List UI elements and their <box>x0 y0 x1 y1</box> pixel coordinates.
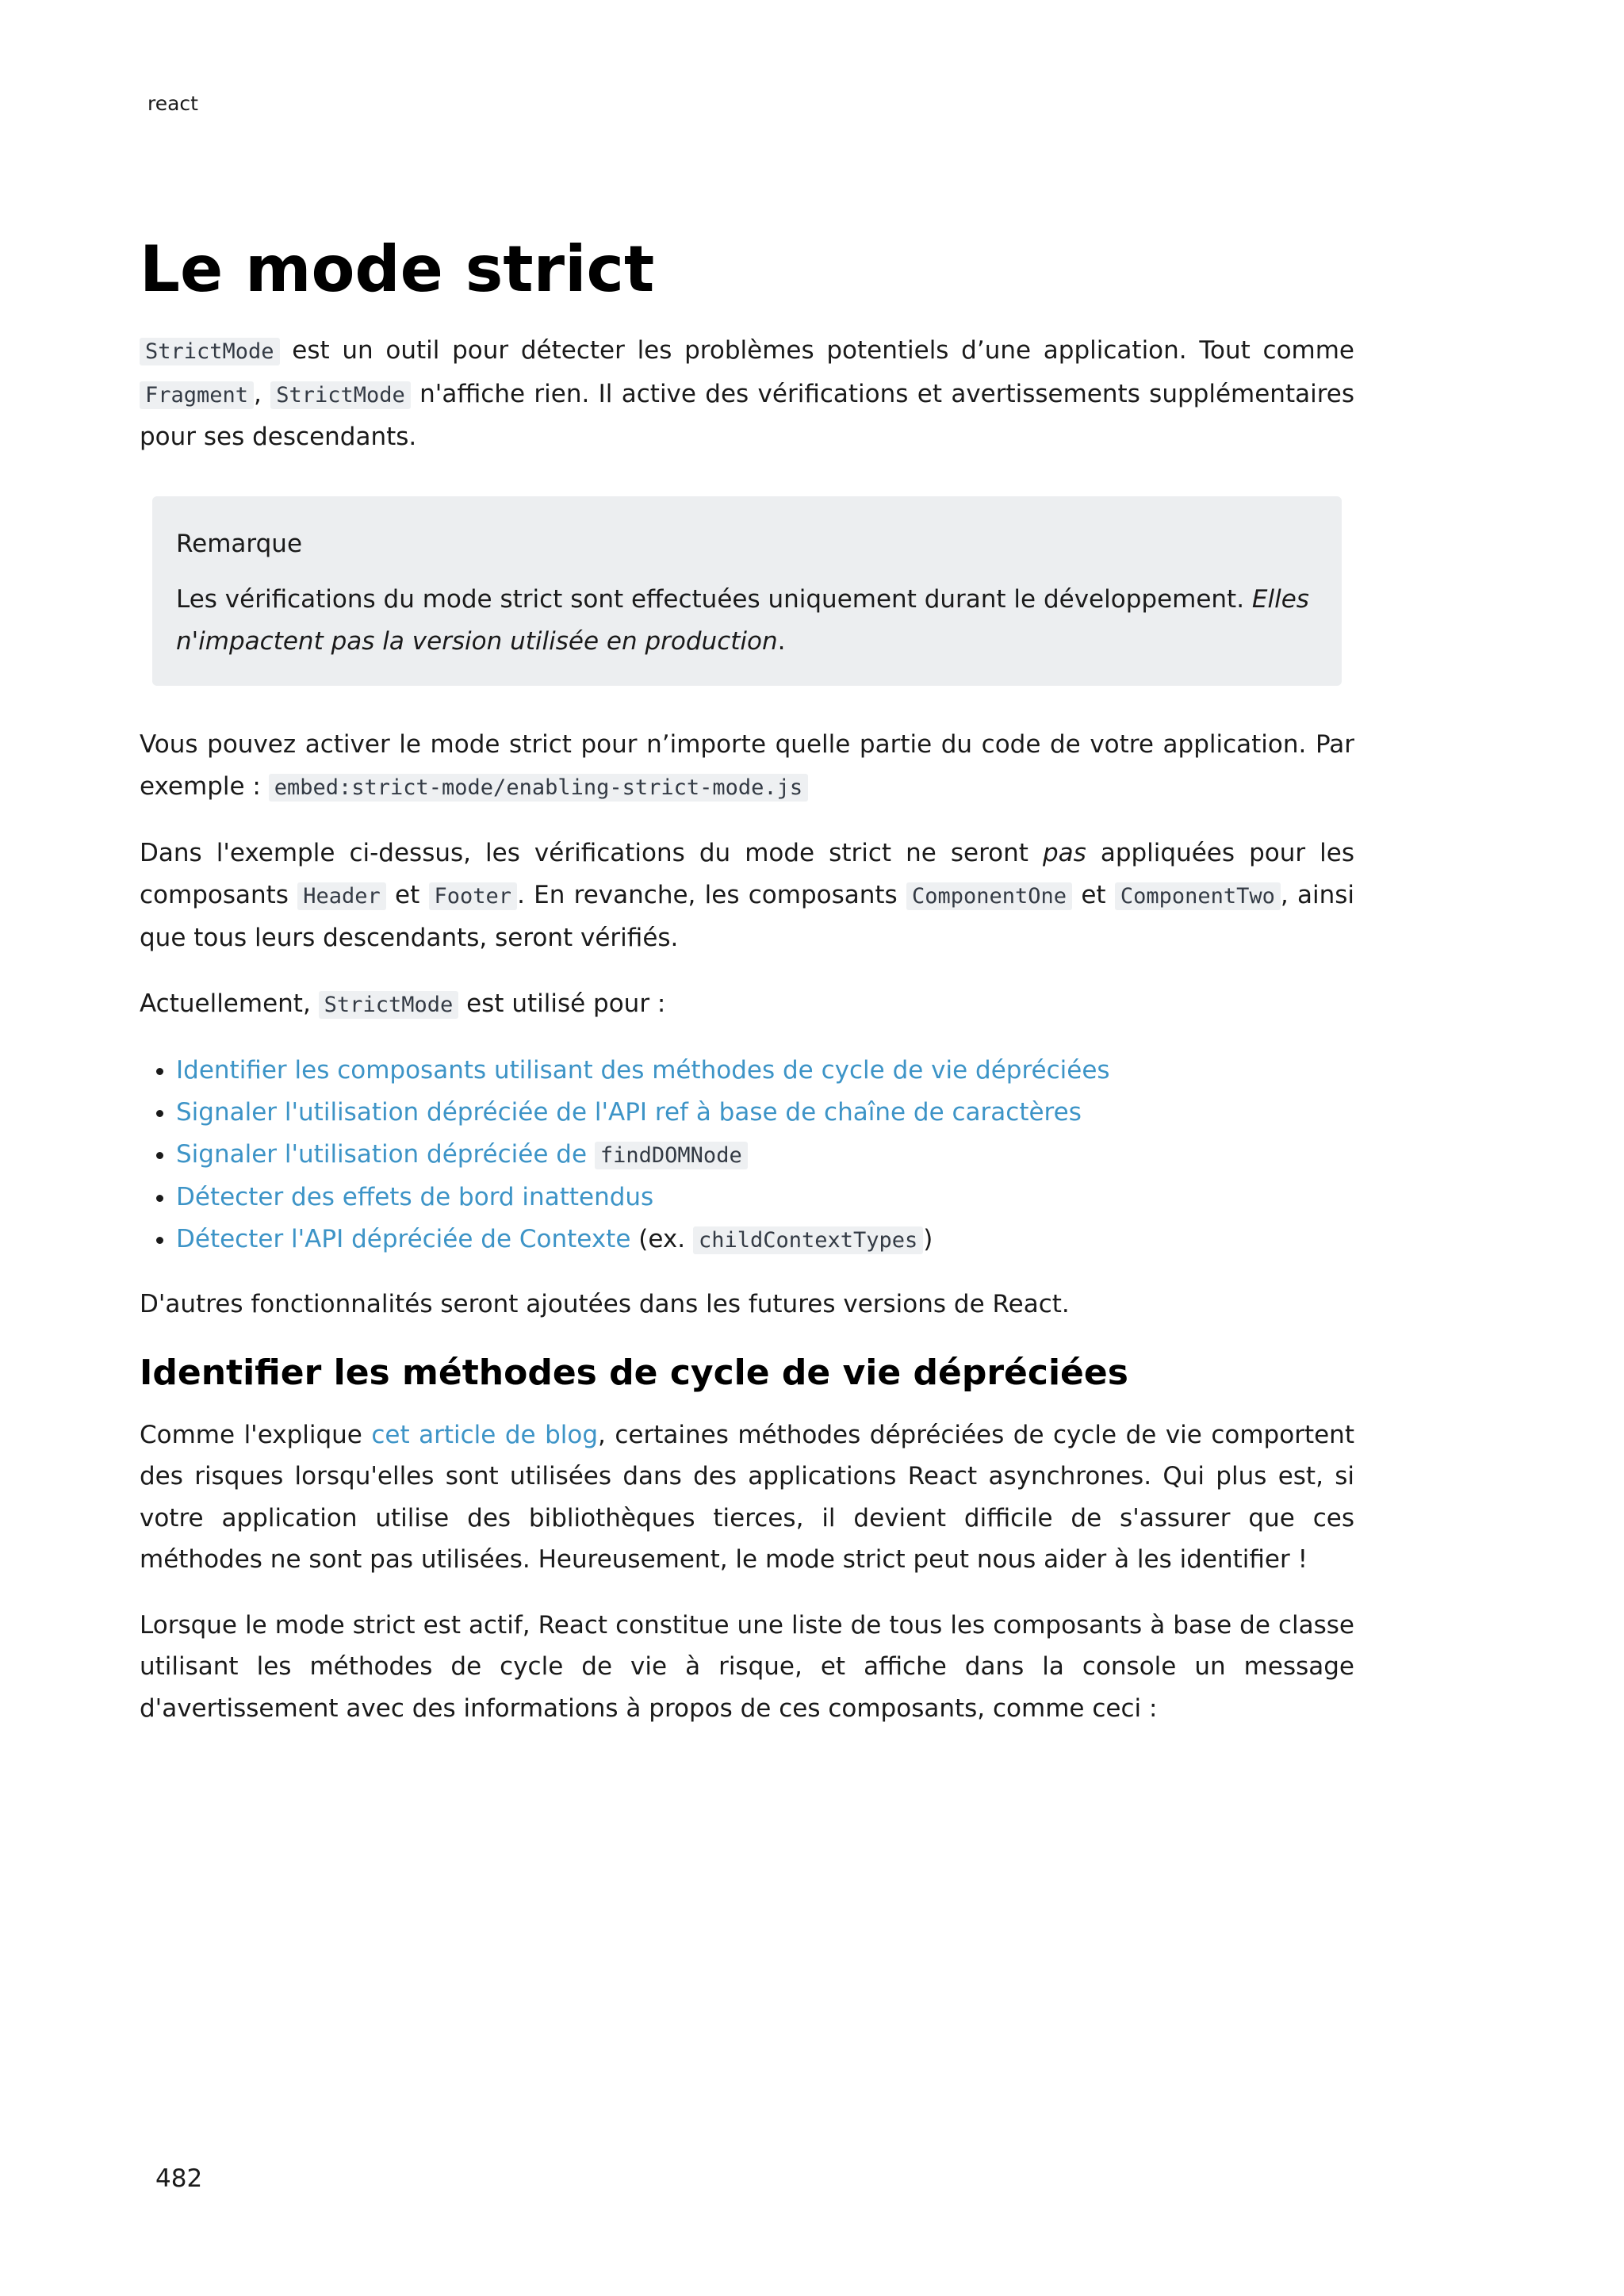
text-run: Vous pouvez activer le mode strict pour n’importe quelle partie du code de votre application. Par exemple : <box>140 730 1354 801</box>
text-run: Comme l'explique <box>140 1420 372 1449</box>
inline-code: StrictMode <box>140 338 280 365</box>
text-run: , ainsi que tous leurs descendants, seront vérifiés. <box>140 880 1355 952</box>
text-run: appliquées pour les composants <box>140 839 1354 909</box>
future-paragraph: D'autres fonctionnalités seront ajoutées dans les futures versions de React. <box>140 1290 1070 1318</box>
inline-code: childContextTypes <box>693 1226 923 1254</box>
text-run: est utilisé pour : <box>458 989 666 1018</box>
text-run: Dans l'exemple ci-dessus, les vérifications du mode strict ne seront <box>140 839 1043 867</box>
text-run: ) <box>923 1225 933 1253</box>
example-paragraph <box>140 832 1354 959</box>
emphasis: pas <box>1042 839 1086 867</box>
blog-link[interactable]: cet article de blog <box>371 1420 599 1449</box>
intro-paragraph <box>140 330 1354 458</box>
text-run: et <box>1072 880 1115 909</box>
text-run: . En revanche, les composants <box>517 880 906 909</box>
list-link[interactable] <box>176 1140 748 1169</box>
inline-code: StrictMode <box>319 991 459 1019</box>
page-content <box>140 230 1354 1753</box>
page-number: 482 <box>155 2164 203 2193</box>
inline-code: Footer <box>429 882 518 910</box>
enable-paragraph <box>140 724 1354 809</box>
text-run: Signaler l'utilisation dépréciée de <box>176 1140 595 1169</box>
inline-code: ComponentOne <box>906 882 1072 910</box>
text-run: , certaines méthodes dépréciées de cycle de vie comportent des risques lorsqu'elles sont utilisées dans des applications React asynchrones. Qui plus est, si votre application utilise des bibliothèques tierces, il devient difficile de s'assurer que ces méthodes ne sont pas utilisées. Heureusement, le mode strict peut nous aider à les identifier ! <box>140 1420 1354 1574</box>
note-label: Remarque <box>176 529 303 558</box>
inline-code: findDOMNode <box>595 1142 748 1169</box>
page-title: Le mode strict <box>140 232 655 306</box>
text-run: . <box>777 626 786 656</box>
list-item <box>176 1050 1354 1092</box>
text-run: est un outil pour détecter les problèmes potentiels d’une application. Tout comme <box>279 336 1354 365</box>
section-heading: Identifier les méthodes de cycle de vie dépréciées <box>140 1352 1128 1393</box>
inline-code: StrictMode <box>270 381 411 409</box>
running-header: react <box>147 92 198 115</box>
list-item <box>176 1092 1354 1134</box>
list-link[interactable]: Signaler l'utilisation dépréciée de l'API ref à base de chaîne de caractères <box>176 1098 1082 1127</box>
text-run: Les vérifications du mode strict sont effectuées uniquement durant le développement. <box>176 585 1252 614</box>
inline-code: ComponentTwo <box>1115 882 1281 910</box>
text-run: Actuellement, <box>140 989 319 1018</box>
note-box <box>152 496 1342 687</box>
inline-code: Header <box>297 882 386 910</box>
text-run: et <box>385 880 429 909</box>
text-run: , <box>254 379 271 408</box>
inline-code: Fragment <box>140 381 254 409</box>
note-emphasis: Elles n'impactent pas la version utilisée en production <box>176 585 1309 656</box>
text-run: n'affiche rien. Il active des vérifications et avertissements supplémentaires pour ses descendants. <box>140 379 1354 451</box>
current-paragraph <box>140 983 1354 1027</box>
text-run: (ex. <box>630 1225 693 1253</box>
list-link[interactable]: Détecter l'API dépréciée de Contexte <box>176 1225 631 1253</box>
inline-code: embed:strict-mode/enabling-strict-mode.js <box>269 774 808 802</box>
list-item <box>176 1134 1354 1177</box>
list-link[interactable]: Détecter des effets de bord inattendus <box>176 1183 654 1211</box>
list-item <box>176 1177 1354 1219</box>
feature-list <box>140 1050 1354 1261</box>
list-item <box>176 1219 1354 1261</box>
note-text <box>176 579 1318 662</box>
list-link[interactable]: Identifier les composants utilisant des méthodes de cycle de vie dépréciées <box>176 1056 1110 1085</box>
section-paragraph-2: Lorsque le mode strict est actif, React constitue une liste de tous les composants à base de classe utilisant les méthodes de cycle de vie à risque, et affiche dans la console un message d'avertissement avec des informations à propos de ces composants, comme ceci : <box>140 1610 1354 1723</box>
section-paragraph-1 <box>140 1414 1354 1581</box>
